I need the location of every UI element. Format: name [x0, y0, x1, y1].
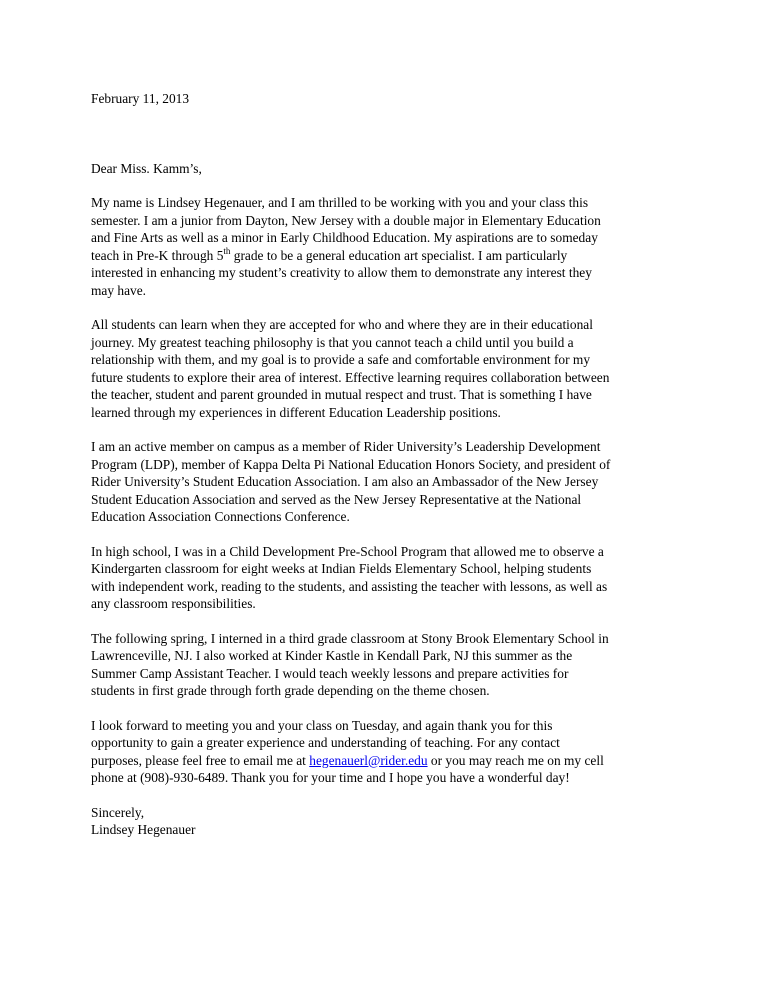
text-line: with independent work, reading to the students, and assisting the teacher with lessons, as well as [91, 578, 608, 594]
text-segment: or you may reach me on my cell [427, 752, 604, 768]
text-line: opportunity to gain a greater experience and understanding of teaching. For any contact [91, 735, 560, 750]
paragraph-campus-involvement [91, 438, 691, 526]
text-line: interested in enhancing my student’s creativity to allow them to demonstrate any interest they [91, 265, 592, 280]
salutation: Dear Miss. Kamm’s, [91, 160, 202, 176]
text-line: Program (LDP), member of Kappa Delta Pi National Education Honors Society, and president of [91, 456, 611, 472]
text-segment: teach in Pre-K through 5 [91, 247, 224, 263]
text-line: I look forward to meeting you and your class on Tuesday, and again thank you for this [91, 717, 553, 733]
text-line: phone at (908)-930-6489. Thank you for your time and I hope you have a wonderful day! [91, 770, 570, 785]
paragraph-internship [91, 630, 691, 700]
text-segment: purposes, please feel free to email me at [91, 752, 310, 768]
text-line: relationship with them, and my goal is to provide a safe and comfortable environment for my [91, 352, 591, 367]
paragraph-philosophy [91, 316, 691, 421]
text-line: students in first grade through forth grade depending on the theme chosen. [91, 683, 490, 698]
text-line: Summer Camp Assistant Teacher. I would teach weekly lessons and prepare activities for [91, 665, 569, 681]
text-line [91, 247, 691, 265]
text-line: future students to explore their area of interest. Effective learning requires collaboration between [91, 369, 610, 385]
text-line: journey. My greatest teaching philosophy is that you cannot teach a child until you build a [91, 334, 574, 350]
text-line: learned through my experiences in different Education Leadership positions. [91, 404, 501, 420]
text-line: Kindergarten classroom for eight weeks at Indian Fields Elementary School, helping students [91, 561, 592, 576]
text-line: All students can learn when they are accepted for who and where they are in their educational [91, 317, 593, 332]
text-line: the teacher, student and parent grounded in mutual respect and trust. That is something I have [91, 387, 592, 402]
text-segment: grade to be a general education art specialist. I am particularly [230, 247, 568, 263]
superscript-ordinal: th [223, 245, 231, 256]
closing-phrase: Sincerely, [91, 804, 145, 820]
text-line: semester. I am a junior from Dayton, New Jersey with a double major in Elementary Education [91, 212, 601, 228]
email-link[interactable]: hegenauerl@rider.edu [309, 752, 428, 768]
text-line [91, 752, 691, 770]
text-line: I am an active member on campus as a member of Rider University’s Leadership Development [91, 439, 601, 454]
text-line: may have. [91, 282, 147, 298]
letter-date: February 11, 2013 [91, 91, 190, 106]
text-line: and Fine Arts as well as a minor in Early Childhood Education. My aspirations are to someday [91, 230, 598, 245]
sign-off [91, 804, 691, 839]
text-line: Education Association Connections Conference. [91, 509, 350, 524]
letter [91, 90, 691, 839]
text-line: The following spring, I interned in a third grade classroom at Stony Brook Elementary School in [91, 630, 609, 646]
signature-name: Lindsey Hegenauer [91, 822, 196, 837]
paragraph-closing-remarks [91, 717, 691, 787]
paragraph-introduction [91, 194, 691, 299]
paragraph-high-school [91, 543, 691, 613]
text-line: Student Education Association and served as the New Jersey Representative at the National [91, 491, 582, 507]
text-line: any classroom responsibilities. [91, 596, 256, 611]
text-line: My name is Lindsey Hegenauer, and I am thrilled to be working with you and your class this [91, 195, 589, 210]
text-line: Lawrenceville, NJ. I also worked at Kinder Kastle in Kendall Park, NJ this summer as the [91, 648, 573, 663]
text-line: In high school, I was in a Child Development Pre-School Program that allowed me to observe a [91, 543, 604, 559]
text-line: Rider University’s Student Education Association. I am also an Ambassador of the New Jersey [91, 474, 599, 489]
